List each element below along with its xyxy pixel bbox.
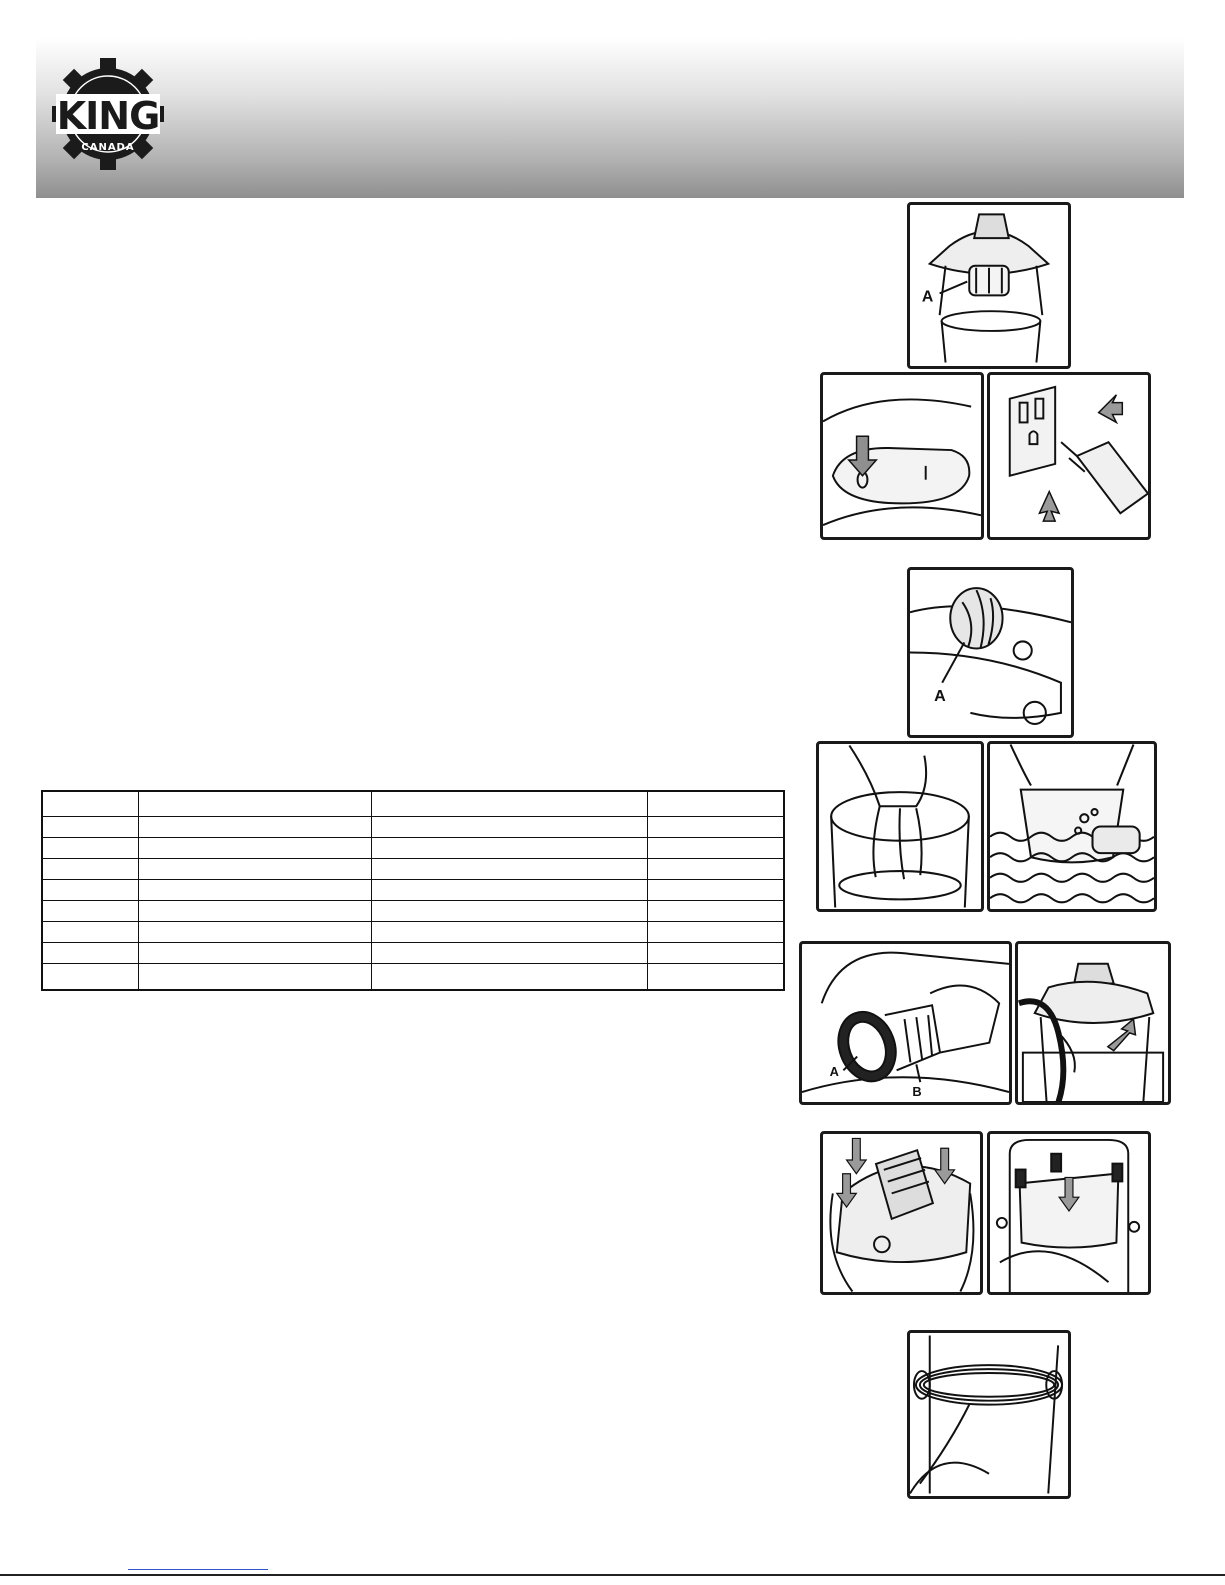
lid-latch-figure bbox=[820, 1131, 983, 1295]
table-row bbox=[42, 880, 784, 901]
accessory-bag-figure bbox=[987, 1131, 1151, 1295]
hose-storage-icon bbox=[1018, 944, 1168, 1102]
table-row bbox=[42, 964, 784, 990]
filter-washing-icon bbox=[990, 744, 1154, 909]
logo-wordmark: KING bbox=[56, 94, 160, 138]
logo-subtext: CANADA bbox=[81, 142, 135, 153]
table-row bbox=[42, 859, 784, 880]
unplug-cord-icon bbox=[990, 375, 1148, 537]
switch-off-icon bbox=[823, 375, 981, 537]
accessory-bag-icon bbox=[990, 1134, 1148, 1292]
table-row bbox=[42, 838, 784, 859]
king-canada-logo bbox=[52, 56, 164, 172]
hose-callout-a: A bbox=[829, 1064, 839, 1080]
filter-removal-figure bbox=[907, 202, 1071, 369]
spec-table bbox=[41, 790, 785, 991]
table-header-row bbox=[42, 791, 784, 817]
footer-link-underline[interactable] bbox=[128, 1569, 268, 1570]
footer-rule bbox=[0, 1574, 1225, 1576]
header-banner bbox=[36, 38, 1184, 198]
filter-removal-icon bbox=[910, 205, 1068, 366]
tank-cleaning-figure bbox=[816, 741, 984, 912]
hose-removal-figure bbox=[799, 941, 1012, 1105]
table-row bbox=[42, 943, 784, 964]
drain-cap-figure bbox=[907, 567, 1074, 738]
drain-cap-icon bbox=[910, 570, 1071, 735]
hose-storage-figure bbox=[1015, 941, 1171, 1105]
lid-latch-icon bbox=[823, 1134, 980, 1292]
filter-callout-a: A bbox=[921, 288, 934, 306]
drain-callout-a: A bbox=[934, 686, 946, 705]
table-row bbox=[42, 922, 784, 943]
tank-cleaning-icon bbox=[819, 744, 981, 909]
table-row bbox=[42, 901, 784, 922]
cord-wrap-icon bbox=[910, 1333, 1068, 1496]
filter-washing-figure bbox=[987, 741, 1157, 912]
unplug-figure bbox=[987, 372, 1151, 540]
hose-removal-icon bbox=[802, 944, 1009, 1102]
switch-off-figure bbox=[820, 372, 984, 540]
hose-callout-b: B bbox=[912, 1083, 922, 1099]
table-row bbox=[42, 817, 784, 838]
cord-storage-figure bbox=[907, 1330, 1071, 1499]
